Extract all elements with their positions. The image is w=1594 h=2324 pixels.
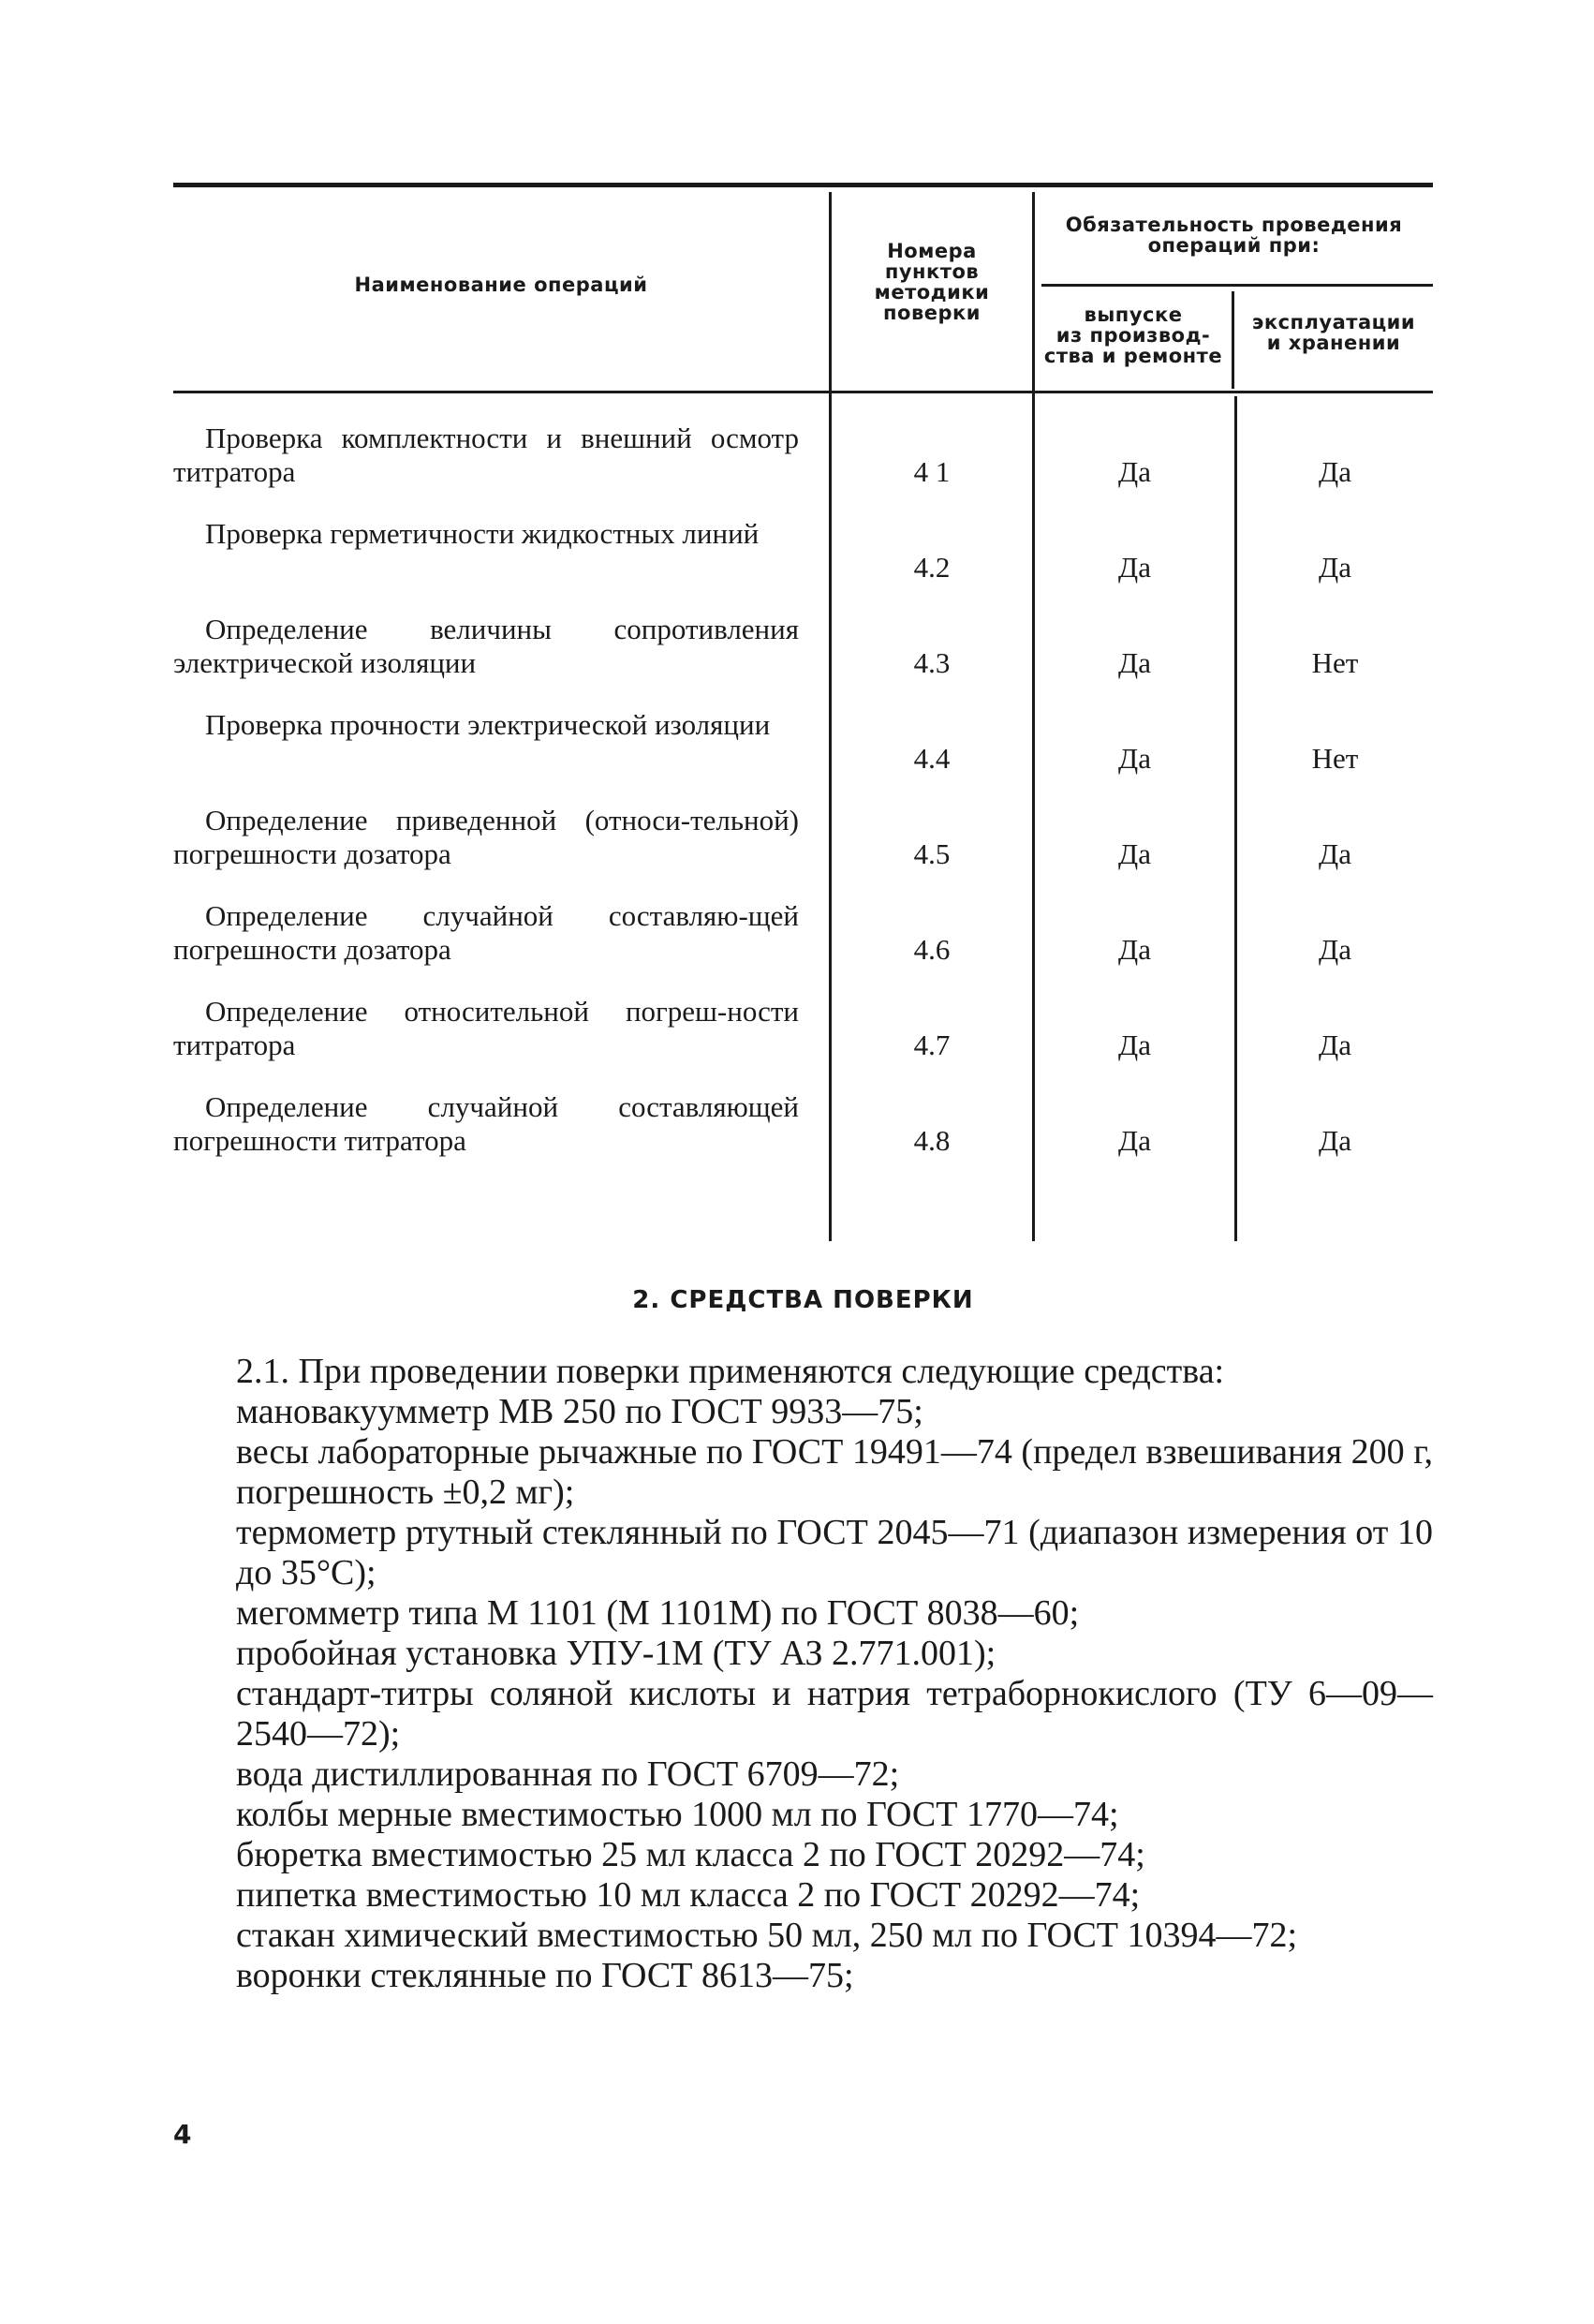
header-operation: эксплуатации и хранении	[1251, 311, 1416, 354]
intro-paragraph: 2.1. При проведении поверки применяются следующие средства:	[236, 1352, 1225, 1391]
table-row: Определение относительной погреш-ности титратора 4.7 Да Да	[173, 995, 1351, 1061]
list-item: бюретка вместимостью 25 мл класса 2 по ГОСТ 20292—74;	[236, 1835, 1145, 1874]
table-row: Определение величины сопротивления электрической изоляции 4.3 Да Нет	[173, 613, 1359, 679]
table-subheader-rule	[1041, 284, 1433, 287]
header-mandatory: Обязательность проведения операций при:	[1065, 214, 1403, 257]
list-item: пробойная установка УПУ-1М (ТУ АЗ 2.771.001);	[236, 1634, 996, 1673]
table-row: Проверка герметичности жидкостных линий 4.2 Да Да	[205, 517, 1351, 584]
list-item: термометр ртутный стеклянный по ГОСТ 2045—71 (диапазон измерения от 10 до 35°С);	[236, 1513, 1433, 1592]
list-item: стакан химический вместимостью 50 мл, 250 мл по ГОСТ 10394—72;	[236, 1916, 1298, 1955]
list-item: стандарт-титры соляной кислоты и натрия тетраборнокислого (ТУ 6—09—2540—72);	[236, 1674, 1433, 1754]
table-row: Определение приведенной (относи-тельной) погрешности дозатора 4.5 Да Да	[173, 804, 1351, 870]
list-item: воронки стеклянные по ГОСТ 8613—75;	[236, 1956, 854, 1995]
header-operation-name: Наименование операций	[354, 274, 648, 296]
section-title: 2. СРЕДСТВА ПОВЕРКИ	[632, 1286, 974, 1314]
header-release: выпуске из производ- ства и ремонте	[1043, 303, 1223, 367]
list-item: мановакуумметр МВ 250 по ГОСТ 9933—75;	[236, 1392, 923, 1431]
table-row: Определение случайной составляющей погрешности титратора 4.8 Да Да	[173, 1090, 1351, 1157]
list-item: мегомметр типа М 1101 (М 1101М) по ГОСТ 8038—60;	[236, 1593, 1080, 1633]
header-item-numbers: Номера пунктов методики поверки	[874, 240, 990, 324]
list-item: колбы мерные вместимостью 1000 мл по ГОСТ 1770—74;	[236, 1795, 1119, 1834]
table-row: Проверка комплектности и внешний осмотр титратора 4 1 Да Да	[173, 422, 1351, 488]
list-item: вода дистиллированная по ГОСТ 6709—72;	[236, 1754, 900, 1794]
list-item: пипетка вместимостью 10 мл класса 2 по ГОСТ 20292—74;	[236, 1875, 1141, 1915]
table-row: Определение случайной составляю-щей погрешности дозатора 4.6 Да Да	[173, 899, 1351, 966]
operations-table	[173, 183, 1433, 1241]
list-item: весы лабораторные рычажные по ГОСТ 19491—74 (предел взвешивания 200 г, погрешность ±0,2 мг);	[236, 1432, 1433, 1512]
table-row: Проверка прочности электрической изоляции 4.4 Да Нет	[205, 708, 1359, 775]
section-body	[173, 1352, 1433, 1996]
page-number: 4	[173, 2119, 192, 2150]
table-header-rule	[173, 391, 1433, 393]
table-top-rule	[173, 183, 1433, 187]
